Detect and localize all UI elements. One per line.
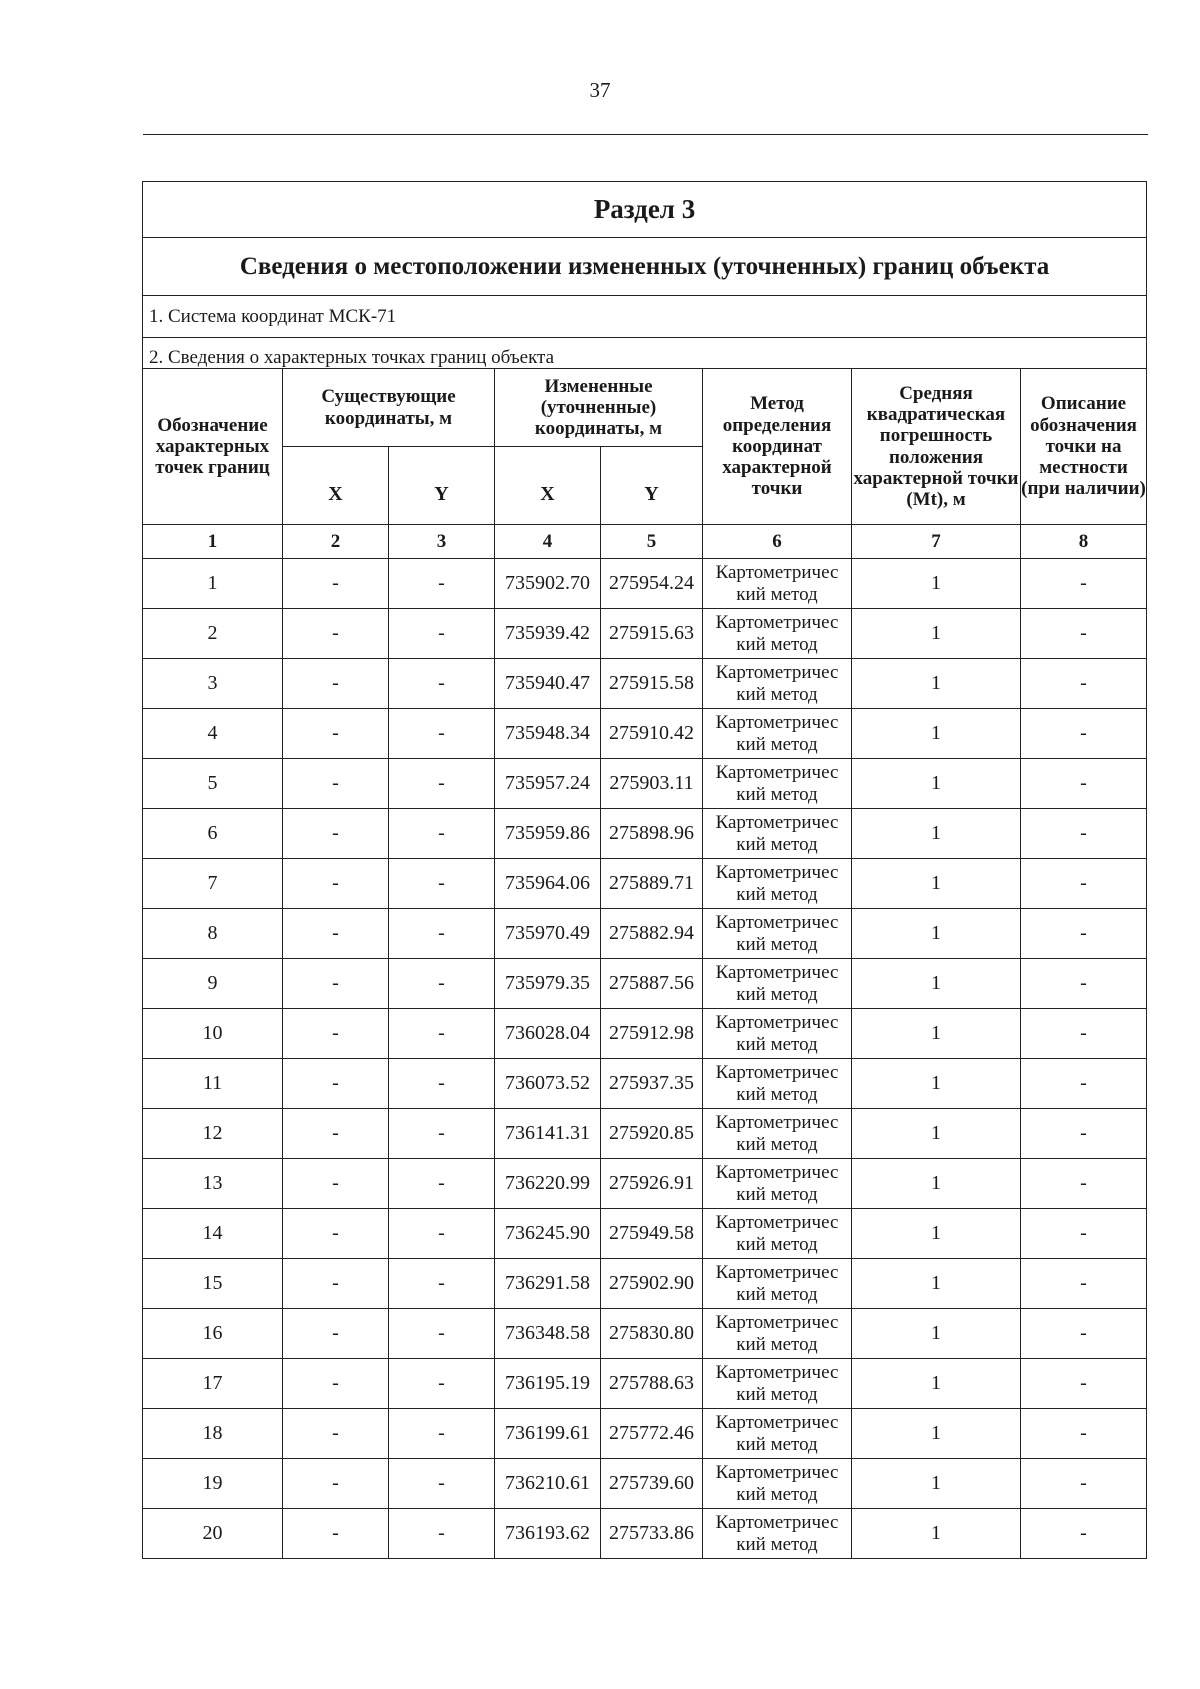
column-number: 7 [852,525,1021,559]
table-row [143,609,1147,659]
method-cell: Картометричес кий метод [703,1509,852,1559]
column-number: 1 [143,525,283,559]
column-number: 2 [283,525,389,559]
table-row [143,1109,1147,1159]
table-row [143,1059,1147,1109]
point-id-cell: 19 [143,1459,283,1509]
method-cell: Картометричес кий метод [703,709,852,759]
mean-error-cell: 1 [852,1159,1021,1209]
changed-y-cell: 275910.42 [601,709,703,759]
table-row [143,709,1147,759]
mean-error-cell: 1 [852,759,1021,809]
changed-x-cell: 736220.99 [495,1159,601,1209]
changed-x-cell: 736141.31 [495,1109,601,1159]
changed-x-cell: 736210.61 [495,1459,601,1509]
header-method: Метод определения координат характерной точки [703,369,852,525]
table-row [143,1359,1147,1409]
changed-y-cell: 275954.24 [601,559,703,609]
column-number: 3 [389,525,495,559]
changed-x-cell: 736348.58 [495,1309,601,1359]
method-cell: Картометричес кий метод [703,959,852,1009]
changed-y-cell: 275915.63 [601,609,703,659]
mean-error-cell: 1 [852,659,1021,709]
existing-x-cell: - [283,1409,389,1459]
method-cell: Картометричес кий метод [703,1159,852,1209]
method-cell: Картометричес кий метод [703,1359,852,1409]
point-id-cell: 10 [143,1009,283,1059]
description-cell: - [1021,909,1147,959]
description-cell: - [1021,1009,1147,1059]
mean-error-cell: 1 [852,1459,1021,1509]
page-number: 37 [589,78,611,102]
section-subtitle: Сведения о местоположении измененных (уточненных) границ объекта [143,238,1147,296]
point-id-cell: 15 [143,1259,283,1309]
description-cell: - [1021,959,1147,1009]
existing-x-cell: - [283,1509,389,1559]
changed-y-cell: 275915.58 [601,659,703,709]
existing-y-cell: - [389,809,495,859]
point-id-cell: 9 [143,959,283,1009]
method-cell: Картометричес кий метод [703,1109,852,1159]
table-row [143,559,1147,609]
existing-x-cell: - [283,1009,389,1059]
changed-y-cell: 275926.91 [601,1159,703,1209]
header-mean-error: Средняя квадратическая погрешность положения характерной точки (Mt), м [852,369,1021,525]
mean-error-cell: 1 [852,909,1021,959]
method-cell: Картометричес кий метод [703,809,852,859]
changed-y-cell: 275898.96 [601,809,703,859]
changed-x-cell: 735902.70 [495,559,601,609]
existing-y-cell: - [389,609,495,659]
changed-x-cell: 736193.62 [495,1509,601,1559]
existing-y-cell: - [389,1459,495,1509]
header-existing-coords: Существующие координаты, м [283,369,495,447]
changed-y-cell: 275772.46 [601,1409,703,1459]
changed-x-cell: 736199.61 [495,1409,601,1459]
point-id-cell: 16 [143,1309,283,1359]
mean-error-cell: 1 [852,959,1021,1009]
description-cell: - [1021,1209,1147,1259]
description-cell: - [1021,1059,1147,1109]
mean-error-cell: 1 [852,1409,1021,1459]
header-existing-y: Y [389,447,495,525]
column-numbers-row [143,525,1147,559]
mean-error-cell: 1 [852,1209,1021,1259]
existing-y-cell: - [389,559,495,609]
changed-x-cell: 735964.06 [495,859,601,909]
mean-error-cell: 1 [852,1259,1021,1309]
point-id-cell: 14 [143,1209,283,1259]
mean-error-cell: 1 [852,1059,1021,1109]
changed-y-cell: 275902.90 [601,1259,703,1309]
method-cell: Картометричес кий метод [703,909,852,959]
existing-x-cell: - [283,909,389,959]
method-cell: Картометричес кий метод [703,609,852,659]
existing-x-cell: - [283,1459,389,1509]
table-row [143,1209,1147,1259]
point-id-cell: 2 [143,609,283,659]
description-cell: - [1021,1359,1147,1409]
point-id-cell: 6 [143,809,283,859]
point-id-cell: 8 [143,909,283,959]
column-number: 8 [1021,525,1147,559]
point-id-cell: 4 [143,709,283,759]
method-cell: Картометричес кий метод [703,1059,852,1109]
existing-y-cell: - [389,1109,495,1159]
changed-y-cell: 275830.80 [601,1309,703,1359]
mean-error-cell: 1 [852,559,1021,609]
changed-x-cell: 735940.47 [495,659,601,709]
mean-error-cell: 1 [852,1009,1021,1059]
method-cell: Картометричес кий метод [703,859,852,909]
column-number: 5 [601,525,703,559]
method-cell: Картометричес кий метод [703,559,852,609]
point-id-cell: 17 [143,1359,283,1409]
mean-error-cell: 1 [852,1509,1021,1559]
mean-error-cell: 1 [852,1309,1021,1359]
changed-x-cell: 736073.52 [495,1059,601,1109]
description-cell: - [1021,1459,1147,1509]
changed-x-cell: 736291.58 [495,1259,601,1309]
changed-y-cell: 275887.56 [601,959,703,1009]
description-cell: - [1021,1409,1147,1459]
changed-x-cell: 735979.35 [495,959,601,1009]
method-cell: Картометричес кий метод [703,659,852,709]
description-cell: - [1021,609,1147,659]
existing-y-cell: - [389,1059,495,1109]
method-cell: Картометричес кий метод [703,1459,852,1509]
existing-y-cell: - [389,1209,495,1259]
point-id-cell: 7 [143,859,283,909]
points-info-label: 2. Сведения о характерных точках границ объекта [143,338,1147,369]
point-id-cell: 3 [143,659,283,709]
point-id-cell: 13 [143,1159,283,1209]
description-cell: - [1021,1259,1147,1309]
changed-x-cell: 735939.42 [495,609,601,659]
table-row [143,859,1147,909]
existing-y-cell: - [389,1159,495,1209]
existing-x-cell: - [283,1059,389,1109]
method-cell: Картометричес кий метод [703,1259,852,1309]
changed-y-cell: 275920.85 [601,1109,703,1159]
existing-x-cell: - [283,609,389,659]
description-cell: - [1021,1109,1147,1159]
existing-x-cell: - [283,959,389,1009]
header-changed-x: X [495,447,601,525]
mean-error-cell: 1 [852,809,1021,859]
point-id-cell: 20 [143,1509,283,1559]
table-row [143,959,1147,1009]
changed-y-cell: 275882.94 [601,909,703,959]
table-row [143,1509,1147,1559]
existing-y-cell: - [389,1409,495,1459]
existing-x-cell: - [283,759,389,809]
point-id-cell: 11 [143,1059,283,1109]
coordinate-system: 1. Система координат МСК-71 [143,296,1147,338]
changed-y-cell: 275949.58 [601,1209,703,1259]
section-title: Раздел 3 [143,182,1147,238]
table-row [143,759,1147,809]
existing-x-cell: - [283,809,389,859]
existing-y-cell: - [389,1509,495,1559]
table-row [143,809,1147,859]
mean-error-cell: 1 [852,709,1021,759]
existing-y-cell: - [389,909,495,959]
existing-x-cell: - [283,1159,389,1209]
boundary-points-table [142,181,1147,1559]
changed-x-cell: 735970.49 [495,909,601,959]
header-changed-y: Y [601,447,703,525]
changed-x-cell: 735948.34 [495,709,601,759]
existing-y-cell: - [389,709,495,759]
description-cell: - [1021,1309,1147,1359]
description-cell: - [1021,659,1147,709]
method-cell: Картометричес кий метод [703,1409,852,1459]
description-cell: - [1021,709,1147,759]
changed-x-cell: 735959.86 [495,809,601,859]
existing-x-cell: - [283,659,389,709]
existing-x-cell: - [283,1259,389,1309]
existing-x-cell: - [283,1359,389,1409]
changed-y-cell: 275788.63 [601,1359,703,1409]
method-cell: Картометричес кий метод [703,1009,852,1059]
table-row [143,659,1147,709]
existing-y-cell: - [389,659,495,709]
point-id-cell: 18 [143,1409,283,1459]
table-row [143,1459,1147,1509]
description-cell: - [1021,559,1147,609]
mean-error-cell: 1 [852,1109,1021,1159]
existing-y-cell: - [389,759,495,809]
description-cell: - [1021,809,1147,859]
table-row [143,1309,1147,1359]
existing-y-cell: - [389,1009,495,1059]
mean-error-cell: 1 [852,609,1021,659]
changed-x-cell: 736245.90 [495,1209,601,1259]
point-id-cell: 12 [143,1109,283,1159]
description-cell: - [1021,1509,1147,1559]
mean-error-cell: 1 [852,859,1021,909]
existing-x-cell: - [283,1109,389,1159]
header-changed-coords: Измененные (уточненные) координаты, м [495,369,703,447]
header-rule [143,134,1148,135]
point-id-cell: 5 [143,759,283,809]
header-description: Описание обозначения точки на местности (при наличии) [1021,369,1147,525]
column-number: 4 [495,525,601,559]
changed-y-cell: 275903.11 [601,759,703,809]
existing-x-cell: - [283,1309,389,1359]
column-number: 6 [703,525,852,559]
table-row [143,1009,1147,1059]
existing-x-cell: - [283,859,389,909]
changed-y-cell: 275739.60 [601,1459,703,1509]
changed-x-cell: 735957.24 [495,759,601,809]
existing-y-cell: - [389,1259,495,1309]
existing-x-cell: - [283,709,389,759]
changed-x-cell: 736195.19 [495,1359,601,1409]
table-row [143,1159,1147,1209]
method-cell: Картометричес кий метод [703,1209,852,1259]
description-cell: - [1021,759,1147,809]
existing-x-cell: - [283,1209,389,1259]
table-row [143,1259,1147,1309]
existing-x-cell: - [283,559,389,609]
existing-y-cell: - [389,959,495,1009]
changed-y-cell: 275889.71 [601,859,703,909]
description-cell: - [1021,1159,1147,1209]
existing-y-cell: - [389,859,495,909]
method-cell: Картометричес кий метод [703,759,852,809]
description-cell: - [1021,859,1147,909]
changed-y-cell: 275912.98 [601,1009,703,1059]
table-row [143,909,1147,959]
header-existing-x: X [283,447,389,525]
existing-y-cell: - [389,1359,495,1409]
changed-y-cell: 275937.35 [601,1059,703,1109]
table-row [143,1409,1147,1459]
point-id-cell: 1 [143,559,283,609]
mean-error-cell: 1 [852,1359,1021,1409]
method-cell: Картометричес кий метод [703,1309,852,1359]
changed-x-cell: 736028.04 [495,1009,601,1059]
header-designation: Обозначение характерных точек границ [143,369,283,525]
existing-y-cell: - [389,1309,495,1359]
changed-y-cell: 275733.86 [601,1509,703,1559]
